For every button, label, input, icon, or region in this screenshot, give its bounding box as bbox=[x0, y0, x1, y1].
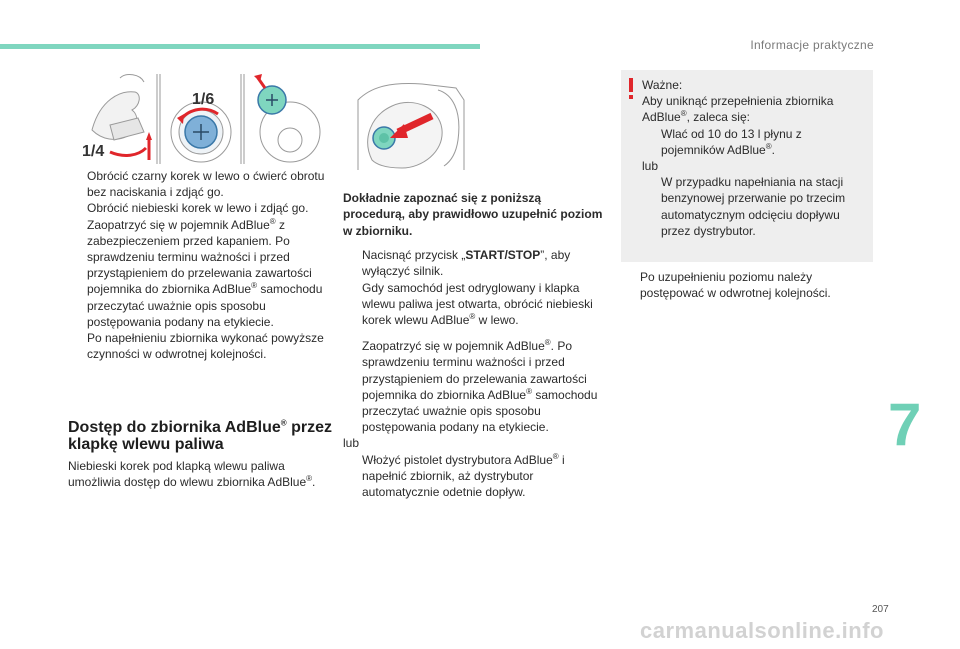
list-item: Gdy samochód jest odryglowany i klapka wlewu paliwa jest otwarta, obrócić niebieski korek wlewu AdBlue® w lewo. bbox=[362, 280, 593, 328]
header-accent-bar bbox=[0, 44, 480, 49]
section-title: Informacje praktyczne bbox=[750, 38, 874, 52]
page-number: 207 bbox=[872, 604, 889, 615]
sixth-turn-label: 1/6 bbox=[192, 91, 215, 108]
list-item: Zaopatrzyć się w pojemnik AdBlue® z zabezpieczeniem przed kapaniem. Po sprawdzeniu terminu ważności i przed przystąpieniem do przelewania zawartości pojemnika do zbiornika AdBlue® samochodu przeczytać uważnie opis sposobu postępowania podany na etykiecie. bbox=[87, 216, 323, 329]
column-middle bbox=[343, 190, 605, 500]
fuel-flap-illustration bbox=[352, 80, 467, 176]
list-item: Po napełnieniu zbiornika wykonać powyższe czynności w odwrotnej kolejności. bbox=[87, 331, 324, 362]
list-item: W przypadku napełniania na stacji benzynowej przerwanie po trzecim automatycznym odcięciu dopływu przez dystrybutor. bbox=[661, 175, 846, 238]
or-label: lub bbox=[642, 159, 659, 174]
cap-removal-illustration bbox=[80, 70, 342, 166]
exclamation-icon bbox=[627, 78, 635, 100]
warning-box bbox=[621, 70, 873, 262]
section-paragraph: Niebieski korek pod klapką wlewu paliwa umożliwia dostęp do wlewu zbiornika AdBlue®. bbox=[68, 459, 316, 490]
watermark: carmanualsonline.info bbox=[640, 618, 884, 643]
chapter-number: 7 bbox=[888, 391, 922, 458]
section-heading: Dostęp do zbiornika AdBlue® przez klapkę wlewu paliwa bbox=[68, 418, 332, 453]
procedure-intro: Dokładnie zapoznać się z poniższą procedurą, aby prawidłowo uzupełnić poziom w zbiorniku. bbox=[343, 191, 603, 238]
warning-text: Aby uniknąć przepełnienia zbiornika AdBlue®, zaleca się: bbox=[642, 94, 834, 125]
column-left bbox=[68, 168, 336, 362]
warning-title: Ważne: bbox=[642, 78, 683, 92]
list-item: Zaopatrzyć się w pojemnik AdBlue®. Po sprawdzeniu terminu ważności i przed przystąpieniem do przelewania zawartości pojemnika do zbiornika AdBlue® samochodu przeczytać uważnie opis sposobu postępowania podany na etykiecie. bbox=[362, 338, 598, 435]
list-item: Obrócić czarny korek w lewo o ćwierć obrotu bez naciskania i zdjąć go. bbox=[87, 169, 325, 200]
start-stop-label: START/STOP bbox=[465, 248, 541, 263]
list-item: Obrócić niebieski korek w lewo i zdjąć go. bbox=[87, 201, 309, 216]
list-item: Nacisnąć przycisk „START/STOP”, aby wyłączyć silnik. bbox=[362, 248, 571, 279]
column-right bbox=[621, 269, 871, 301]
list-item: Po uzupełnieniu poziomu należy postępować w odwrotnej kolejności. bbox=[640, 270, 831, 301]
list-item: Wlać od 10 do 13 l płynu z pojemników AdBlue®. bbox=[661, 126, 802, 157]
or-label: lub bbox=[343, 436, 360, 451]
list-item: Włożyć pistolet dystrybutora AdBlue® i napełnić zbiornik, aż dystrybutor automatycznie odetnie dopływ. bbox=[362, 451, 565, 500]
quarter-turn-label: 1/4 bbox=[82, 143, 105, 160]
